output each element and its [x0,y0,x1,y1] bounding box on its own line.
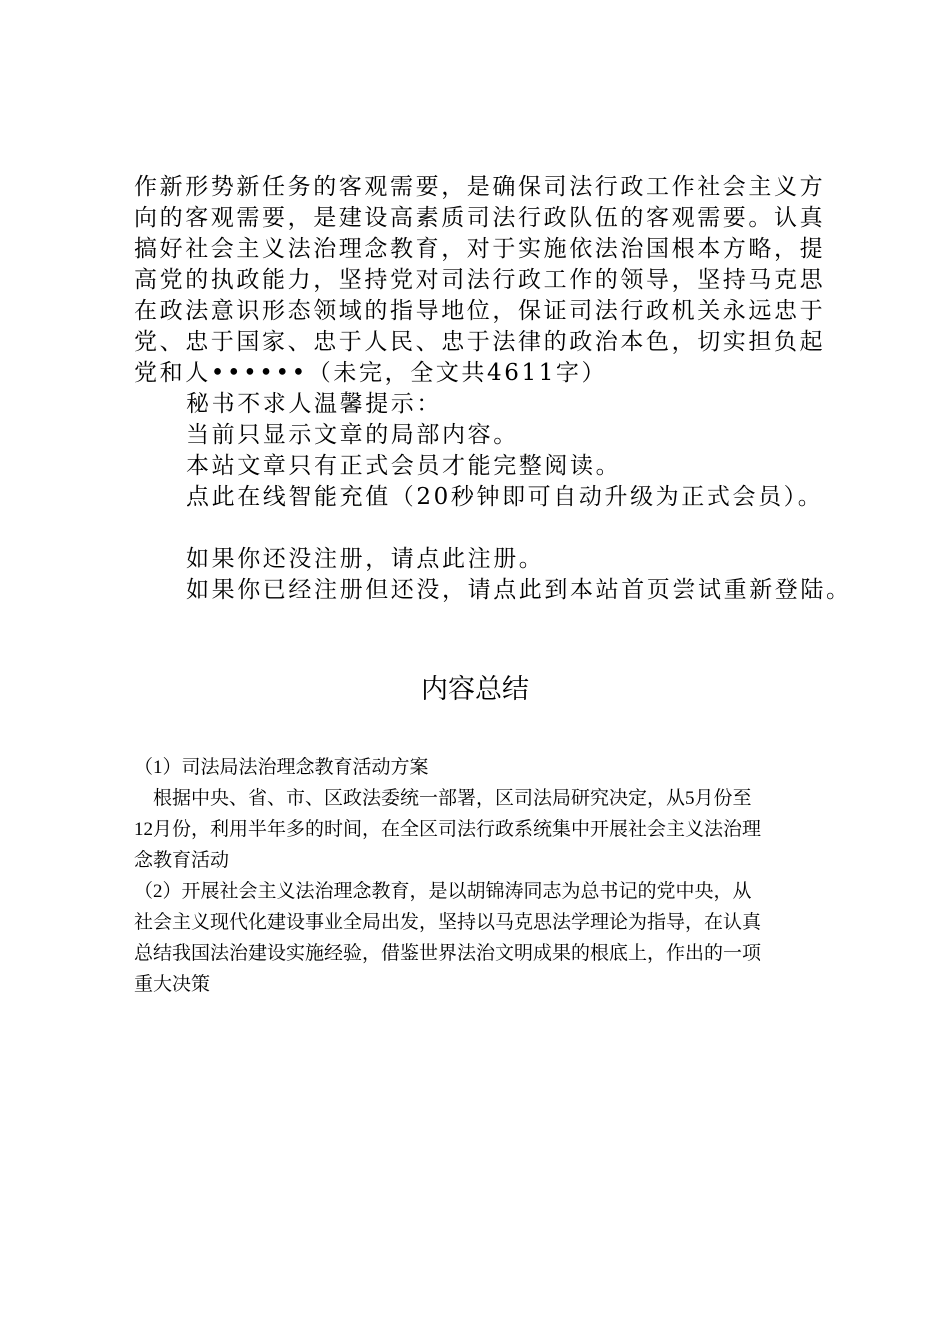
summary-line: 念教育活动 [134,850,230,871]
summary-line: （2）开展社会主义法治理念教育，是以胡锦涛同志为总书记的党中央，从 [134,881,752,902]
article-line: 作新形势新任务的客观需要，是确保司法行政工作社会主义方 [134,174,826,200]
summary-line: 社会主义现代化建设事业全局出发，坚持以马克思法学理论为指导，在认真 [134,912,762,933]
article-line-truncated: 党和人••••••（未完，全文共4611字） [134,360,608,386]
register-link[interactable]: 如果你还没注册，请点此注册。 [186,546,545,572]
summary-line: （1）司法局法治理念教育活动方案 [134,757,429,778]
summary-line: 12月份，利用半年多的时间，在全区司法行政系统集中开展社会主义法治理 [134,819,762,840]
article-body [134,172,852,606]
summary-line: 总结我国法治建设实施经验，借鉴世界法治文明成果的根底上，作出的一项 [134,943,762,964]
notice-partial-content: 当前只显示文章的局部内容。 [186,422,519,448]
article-line: 向的客观需要，是建设高素质司法行政队伍的客观需要。认真 [134,205,826,231]
summary-line: 根据中央、省、市、区政法委统一部署，区司法局研究决定，从5月份至 [134,788,752,809]
article-line: 高党的执政能力，坚持党对司法行政工作的领导，坚持马克思 [134,267,826,293]
article-line: 在政法意识形态领域的指导地位，保证司法行政机关永远忠于 [134,298,826,324]
article-line: 搞好社会主义法治理念教育，对于实施依法治国根本方略，提 [134,236,826,262]
notice-heading: 秘书不求人温馨提示： [186,391,442,417]
summary-body [134,752,834,1000]
relogin-link[interactable]: 如果你已经注册但还没，请点此到本站首页尝试重新登陆。 [186,577,852,603]
article-line: 党、忠于国家、忠于人民、忠于法律的政治本色，切实担负起 [134,329,826,355]
recharge-link[interactable]: 点此在线智能充值（20秒钟即可自动升级为正式会员）。 [186,484,824,510]
summary-title: 内容总结 [421,674,529,705]
notice-members-only: 本站文章只有正式会员才能完整阅读。 [186,453,622,479]
summary-line: 重大决策 [134,974,211,995]
spacer [134,513,834,544]
